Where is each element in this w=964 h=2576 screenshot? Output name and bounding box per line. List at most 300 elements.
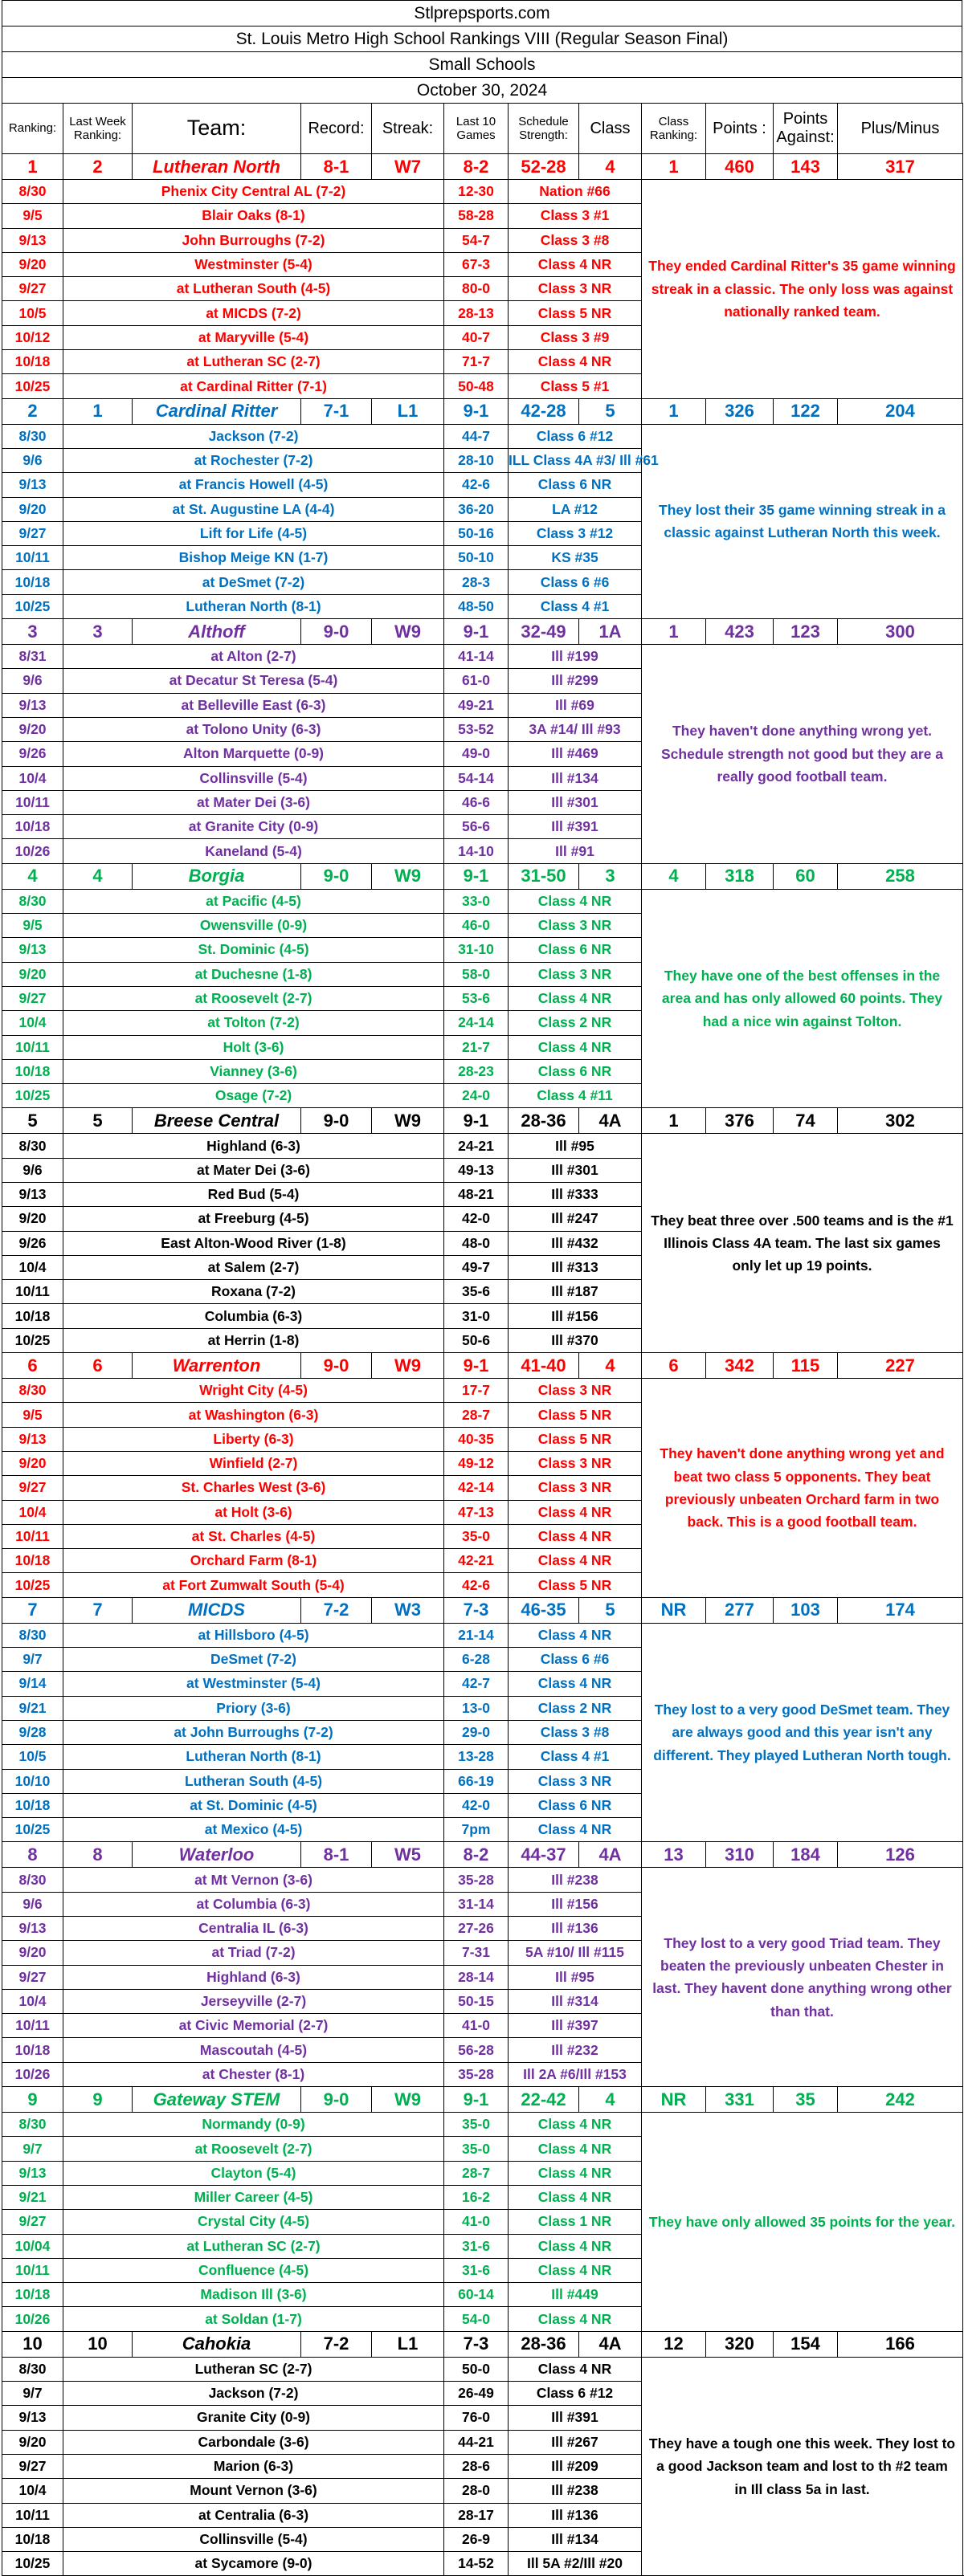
game-score: 58-28 [444, 204, 509, 228]
game-opponent-rank: Ill #301 [509, 1158, 642, 1182]
team-record: 7-2 [301, 2331, 372, 2357]
game-date: 9/20 [2, 962, 63, 986]
game-date: 8/30 [2, 1134, 63, 1158]
team-last-10: 9-1 [444, 2087, 509, 2113]
game-score: 42-21 [444, 1549, 509, 1573]
game-opponent: at Soldan (1-7) [63, 2307, 444, 2331]
game-opponent: at Civic Memorial (2-7) [63, 2014, 444, 2038]
col-streak: Streak: [372, 104, 444, 154]
game-opponent: at Fort Zumwalt South (5-4) [63, 1573, 444, 1597]
team-record: 7-2 [301, 1597, 372, 1623]
game-opponent-rank: Class 4 NR [509, 2161, 642, 2185]
game-opponent-rank: Ill #69 [509, 693, 642, 717]
team-class-ranking: NR [642, 1597, 706, 1623]
game-date: 9/5 [2, 204, 63, 228]
game-opponent: at Lutheran SC (2-7) [63, 2234, 444, 2258]
game-date: 9/13 [2, 228, 63, 252]
team-class: 5 [579, 1597, 642, 1623]
team-schedule-strength: 44-37 [509, 1842, 579, 1868]
team-points-against: 115 [774, 1353, 838, 1379]
rankings-body [2, 154, 963, 2576]
game-opponent: Miller Career (4-5) [63, 2185, 444, 2209]
team-row [2, 154, 963, 180]
game-opponent-rank: Class 3 #1 [509, 204, 642, 228]
game-opponent-rank: Ill #156 [509, 1304, 642, 1328]
game-date: 9/20 [2, 1941, 63, 1965]
game-opponent-rank: Ill #95 [509, 1134, 642, 1158]
game-date: 9/6 [2, 448, 63, 472]
team-row [2, 1108, 963, 1134]
game-opponent-rank: Class 4 NR [509, 986, 642, 1010]
game-date: 9/7 [2, 1648, 63, 1672]
game-score: 41-14 [444, 645, 509, 669]
game-score: 48-50 [444, 594, 509, 618]
game-score: 53-52 [444, 717, 509, 741]
game-opponent: John Burroughs (7-2) [63, 228, 444, 252]
game-date: 10/18 [2, 1549, 63, 1573]
team-comment: They ended Cardinal Ritter's 35 game winning streak in a classic. The only loss was against nationally ranked team. [642, 180, 963, 399]
game-score: 48-0 [444, 1231, 509, 1255]
game-opponent-rank: Class 5 NR [509, 1403, 642, 1427]
game-score: 50-16 [444, 521, 509, 545]
game-row [2, 1623, 963, 1647]
team-comment: They have a tough one this week. They lost to a good Jackson team and lost to th #2 team in Ill class 5a in last. [642, 2357, 963, 2576]
team-plus-minus: 174 [838, 1597, 963, 1623]
game-opponent: Madison Ill (3-6) [63, 2283, 444, 2307]
team-rank: 7 [2, 1597, 63, 1623]
game-score: 27-26 [444, 1917, 509, 1941]
game-score: 35-6 [444, 1280, 509, 1304]
game-date: 9/13 [2, 1182, 63, 1206]
team-row [2, 1597, 963, 1623]
game-opponent-rank: Class 6 NR [509, 473, 642, 497]
game-opponent: St. Charles West (3-6) [63, 1476, 444, 1500]
game-opponent-rank: Class 4 #11 [509, 1084, 642, 1108]
game-score: 24-14 [444, 1011, 509, 1035]
team-plus-minus: 317 [838, 154, 963, 180]
game-date: 10/26 [2, 839, 63, 863]
game-opponent: St. Dominic (4-5) [63, 938, 444, 962]
game-opponent: Alton Marquette (0-9) [63, 742, 444, 766]
game-date: 9/28 [2, 1720, 63, 1744]
game-date: 10/25 [2, 2552, 63, 2576]
game-opponent-rank: Ill #134 [509, 2527, 642, 2551]
game-score: 31-10 [444, 938, 509, 962]
game-opponent-rank: Ill #238 [509, 1868, 642, 1892]
game-score: 80-0 [444, 277, 509, 301]
game-score: 26-49 [444, 2382, 509, 2406]
game-date: 10/18 [2, 1059, 63, 1083]
game-date: 9/13 [2, 1427, 63, 1451]
game-score: 14-52 [444, 2552, 509, 2576]
game-opponent: Normandy (0-9) [63, 2113, 444, 2137]
team-plus-minus: 166 [838, 2331, 963, 2357]
team-rank: 6 [2, 1353, 63, 1379]
game-opponent-rank: Class 4 NR [509, 1524, 642, 1548]
game-opponent-rank: Ill #299 [509, 669, 642, 693]
game-opponent-rank: Class 3 NR [509, 1451, 642, 1475]
team-class: 4A [579, 1108, 642, 1134]
team-comment: They beat three over .500 teams and is the #1 Illinois Class 4A team. The last six games only let up 19 points. [642, 1134, 963, 1353]
team-record: 9-0 [301, 619, 372, 645]
game-opponent: at MICDS (7-2) [63, 301, 444, 325]
game-opponent-rank: Class 4 #1 [509, 1745, 642, 1769]
game-opponent: at Holt (3-6) [63, 1500, 444, 1524]
team-last-10: 7-3 [444, 2331, 509, 2357]
team-streak: W9 [372, 619, 444, 645]
game-opponent-rank: Ill #136 [509, 2503, 642, 2527]
team-last-week-rank: 1 [63, 398, 133, 424]
game-date: 10/25 [2, 1573, 63, 1597]
team-plus-minus: 302 [838, 1108, 963, 1134]
game-opponent-rank: Ill #199 [509, 645, 642, 669]
team-points-against: 154 [774, 2331, 838, 2357]
team-record: 9-0 [301, 1108, 372, 1134]
game-opponent: Crystal City (4-5) [63, 2210, 444, 2234]
game-date: 10/5 [2, 301, 63, 325]
game-date: 10/4 [2, 1989, 63, 2013]
game-opponent: Columbia (6-3) [63, 1304, 444, 1328]
game-opponent: at Centralia (6-3) [63, 2503, 444, 2527]
rankings-sheet [2, 0, 962, 2576]
col-last-week: Last Week Ranking: [63, 104, 133, 154]
game-date: 10/18 [2, 1793, 63, 1817]
game-date: 9/14 [2, 1672, 63, 1696]
game-date: 10/4 [2, 1255, 63, 1279]
game-opponent-rank: ILL Class 4A #3/ Ill #61 [509, 448, 642, 472]
game-date: 9/13 [2, 2161, 63, 2185]
game-opponent-rank: Ill #91 [509, 839, 642, 863]
game-opponent: Lift for Life (4-5) [63, 521, 444, 545]
team-class-ranking: 1 [642, 398, 706, 424]
game-score: 35-28 [444, 2062, 509, 2086]
game-date: 8/30 [2, 424, 63, 448]
team-points: 326 [706, 398, 774, 424]
game-score: 28-14 [444, 1965, 509, 1989]
team-name: Gateway STEM [133, 2087, 301, 2113]
game-score: 31-14 [444, 1892, 509, 1916]
game-score: 7pm [444, 1818, 509, 1842]
game-opponent: Osage (7-2) [63, 1084, 444, 1108]
game-score: 28-13 [444, 301, 509, 325]
game-score: 33-0 [444, 889, 509, 913]
team-comment: They have only allowed 35 points for the year. [642, 2113, 963, 2332]
game-score: 71-7 [444, 350, 509, 374]
game-date: 9/27 [2, 986, 63, 1010]
game-opponent-rank: Ill #267 [509, 2430, 642, 2454]
game-date: 10/10 [2, 1769, 63, 1793]
game-score: 28-3 [444, 570, 509, 594]
team-comment: They lost to a very good DeSmet team. They are always good and this year isn't any different. They played Lutheran North tough. [642, 1623, 963, 1842]
game-score: 31-6 [444, 2258, 509, 2282]
game-score: 6-28 [444, 1648, 509, 1672]
game-opponent: at Columbia (6-3) [63, 1892, 444, 1916]
game-opponent-rank: Class 3 #8 [509, 1720, 642, 1744]
team-points: 460 [706, 154, 774, 180]
game-score: 17-7 [444, 1379, 509, 1403]
team-schedule-strength: 41-40 [509, 1353, 579, 1379]
game-opponent: Highland (6-3) [63, 1134, 444, 1158]
game-date: 10/5 [2, 1745, 63, 1769]
game-score: 41-0 [444, 2210, 509, 2234]
game-score: 31-0 [444, 1304, 509, 1328]
team-row [2, 1842, 963, 1868]
rankings-table [2, 103, 963, 2576]
team-streak: W9 [372, 863, 444, 889]
game-score: 35-28 [444, 1868, 509, 1892]
team-name: Cahokia [133, 2331, 301, 2357]
game-opponent-rank: KS #35 [509, 546, 642, 570]
team-class-ranking: 1 [642, 1108, 706, 1134]
game-opponent-rank: Class 5 NR [509, 1573, 642, 1597]
game-date: 9/27 [2, 1476, 63, 1500]
game-score: 54-7 [444, 228, 509, 252]
game-opponent-rank: Class 3 NR [509, 1476, 642, 1500]
game-opponent: DeSmet (7-2) [63, 1648, 444, 1672]
team-class-ranking: NR [642, 2087, 706, 2113]
game-date: 8/31 [2, 645, 63, 669]
team-streak: W7 [372, 154, 444, 180]
game-opponent-rank: Class 4 NR [509, 2113, 642, 2137]
game-score: 49-13 [444, 1158, 509, 1182]
game-opponent-rank: Ill #469 [509, 742, 642, 766]
game-date: 9/6 [2, 669, 63, 693]
game-opponent: at St. Charles (4-5) [63, 1524, 444, 1548]
game-opponent: Carbondale (3-6) [63, 2430, 444, 2454]
game-date: 10/11 [2, 1280, 63, 1304]
team-name: Cardinal Ritter [133, 398, 301, 424]
game-score: 60-14 [444, 2283, 509, 2307]
team-class-ranking: 12 [642, 2331, 706, 2357]
game-opponent-rank: Class 6 #12 [509, 2382, 642, 2406]
game-score: 50-6 [444, 1328, 509, 1352]
game-opponent-rank: Class 6 NR [509, 938, 642, 962]
game-score: 13-28 [444, 1745, 509, 1769]
game-score: 42-6 [444, 473, 509, 497]
game-opponent-rank: Class 2 NR [509, 1011, 642, 1035]
game-opponent: at DeSmet (7-2) [63, 570, 444, 594]
team-plus-minus: 126 [838, 1842, 963, 1868]
game-row [2, 180, 963, 204]
team-row [2, 1353, 963, 1379]
game-opponent: at Lutheran South (4-5) [63, 277, 444, 301]
game-opponent: at Roosevelt (2-7) [63, 2137, 444, 2161]
game-date: 8/30 [2, 2113, 63, 2137]
game-score: 44-21 [444, 2430, 509, 2454]
game-date: 10/11 [2, 2258, 63, 2282]
game-opponent-rank: Class 4 NR [509, 1818, 642, 1842]
team-streak: W9 [372, 1353, 444, 1379]
game-opponent-rank: Class 3 #12 [509, 521, 642, 545]
game-opponent: at Chester (8-1) [63, 2062, 444, 2086]
team-record: 8-1 [301, 154, 372, 180]
game-score: 35-0 [444, 2137, 509, 2161]
team-last-10: 9-1 [444, 1353, 509, 1379]
game-opponent-rank: Ill #156 [509, 1892, 642, 1916]
team-points-against: 143 [774, 154, 838, 180]
game-score: 14-10 [444, 839, 509, 863]
game-opponent: at Mater Dei (3-6) [63, 790, 444, 814]
game-date: 10/11 [2, 1524, 63, 1548]
game-opponent-rank: Class 6 #6 [509, 570, 642, 594]
game-date: 9/21 [2, 1696, 63, 1720]
game-row [2, 2113, 963, 2137]
col-last-10: Last 10 Games [444, 104, 509, 154]
game-opponent: Blair Oaks (8-1) [63, 204, 444, 228]
col-schedule-strength: Schedule Strength: [509, 104, 579, 154]
game-score: 42-7 [444, 1672, 509, 1696]
game-score: 49-21 [444, 693, 509, 717]
game-opponent-rank: Class 3 #8 [509, 228, 642, 252]
game-opponent: Collinsville (5-4) [63, 766, 444, 790]
team-schedule-strength: 28-36 [509, 1108, 579, 1134]
game-opponent: at Granite City (0-9) [63, 815, 444, 839]
team-name: Breese Central [133, 1108, 301, 1134]
team-last-week-rank: 9 [63, 2087, 133, 2113]
game-opponent: Holt (3-6) [63, 1035, 444, 1059]
game-date: 9/27 [2, 2210, 63, 2234]
game-date: 9/20 [2, 2430, 63, 2454]
team-class: 4 [579, 1353, 642, 1379]
game-opponent: at Alton (2-7) [63, 645, 444, 669]
game-opponent-rank: Class 4 NR [509, 2307, 642, 2331]
game-opponent-rank: Ill #333 [509, 1182, 642, 1206]
game-opponent-rank: Class 4 NR [509, 252, 642, 276]
game-opponent-rank: Ill #187 [509, 1280, 642, 1304]
team-points: 310 [706, 1842, 774, 1868]
team-last-10: 9-1 [444, 398, 509, 424]
game-score: 47-13 [444, 1500, 509, 1524]
game-score: 49-0 [444, 742, 509, 766]
game-opponent-rank: Class 4 NR [509, 1035, 642, 1059]
team-points: 320 [706, 2331, 774, 2357]
game-date: 10/26 [2, 2307, 63, 2331]
game-opponent: at Westminster (5-4) [63, 1672, 444, 1696]
game-opponent-rank: Ill #134 [509, 766, 642, 790]
team-points-against: 123 [774, 619, 838, 645]
game-opponent-rank: Ill #449 [509, 2283, 642, 2307]
game-score: 58-0 [444, 962, 509, 986]
team-points: 318 [706, 863, 774, 889]
game-opponent: Mascoutah (4-5) [63, 2038, 444, 2062]
game-date: 10/18 [2, 2283, 63, 2307]
team-streak: L1 [372, 2331, 444, 2357]
game-date: 9/5 [2, 1403, 63, 1427]
game-opponent-rank: Ill #391 [509, 815, 642, 839]
game-score: 50-48 [444, 374, 509, 398]
team-points-against: 122 [774, 398, 838, 424]
game-opponent: at Duchesne (1-8) [63, 962, 444, 986]
game-opponent: Red Bud (5-4) [63, 1182, 444, 1206]
game-opponent: Westminster (5-4) [63, 252, 444, 276]
game-score: 42-6 [444, 1573, 509, 1597]
page-title: St. Louis Metro High School Rankings VIII (Regular Season Final) [2, 26, 962, 51]
game-date: 9/13 [2, 693, 63, 717]
game-date: 10/18 [2, 1304, 63, 1328]
game-opponent: at Roosevelt (2-7) [63, 986, 444, 1010]
game-score: 40-7 [444, 325, 509, 349]
game-score: 50-0 [444, 2357, 509, 2381]
team-class-ranking: 6 [642, 1353, 706, 1379]
team-rank: 9 [2, 2087, 63, 2113]
game-opponent: at Sycamore (9-0) [63, 2552, 444, 2576]
game-opponent-rank: Ill 5A #2/Ill #20 [509, 2552, 642, 2576]
game-score: 24-21 [444, 1134, 509, 1158]
team-record: 8-1 [301, 1842, 372, 1868]
game-score: 28-0 [444, 2479, 509, 2503]
game-date: 8/30 [2, 1623, 63, 1647]
game-score: 29-0 [444, 1720, 509, 1744]
game-date: 9/26 [2, 742, 63, 766]
game-date: 10/26 [2, 2062, 63, 2086]
team-comment: They lost to a very good Triad team. They beaten the previously unbeaten Chester in last. They havent done anything wrong other than that. [642, 1868, 963, 2087]
game-opponent: Centralia IL (6-3) [63, 1917, 444, 1941]
game-opponent-rank: 5A #10/ Ill #115 [509, 1941, 642, 1965]
game-score: 42-0 [444, 1793, 509, 1817]
game-opponent-rank: Class 6 NR [509, 1059, 642, 1083]
game-opponent: Wright City (4-5) [63, 1379, 444, 1403]
game-date: 9/6 [2, 1158, 63, 1182]
team-schedule-strength: 22-42 [509, 2087, 579, 2113]
team-name: Warrenton [133, 1353, 301, 1379]
game-date: 9/21 [2, 2185, 63, 2209]
game-opponent: Kaneland (5-4) [63, 839, 444, 863]
game-opponent-rank: Ill #232 [509, 2038, 642, 2062]
game-opponent-rank: Ill #238 [509, 2479, 642, 2503]
team-name: Althoff [133, 619, 301, 645]
game-score: 50-15 [444, 1989, 509, 2013]
game-date: 9/7 [2, 2382, 63, 2406]
team-points-against: 74 [774, 1108, 838, 1134]
game-score: 42-0 [444, 1207, 509, 1231]
team-class: 1A [579, 619, 642, 645]
game-score: 26-9 [444, 2527, 509, 2551]
team-last-week-rank: 5 [63, 1108, 133, 1134]
game-opponent-rank: Class 4 NR [509, 2258, 642, 2282]
game-opponent-rank: Class 5 NR [509, 301, 642, 325]
game-score: 13-0 [444, 1696, 509, 1720]
game-opponent: at Mater Dei (3-6) [63, 1158, 444, 1182]
team-class-ranking: 1 [642, 154, 706, 180]
col-class: Class [579, 104, 642, 154]
game-opponent-rank: Ill #313 [509, 1255, 642, 1279]
team-plus-minus: 242 [838, 2087, 963, 2113]
game-opponent: at Salem (2-7) [63, 1255, 444, 1279]
game-opponent: Marion (6-3) [63, 2454, 444, 2478]
game-opponent: Owensville (0-9) [63, 914, 444, 938]
game-opponent-rank: Class 4 NR [509, 1623, 642, 1647]
game-date: 9/27 [2, 2454, 63, 2478]
team-rank: 5 [2, 1108, 63, 1134]
game-opponent: at Triad (7-2) [63, 1941, 444, 1965]
page-date: October 30, 2024 [2, 77, 962, 103]
team-last-10: 8-2 [444, 1842, 509, 1868]
game-opponent: Lutheran SC (2-7) [63, 2357, 444, 2381]
team-last-week-rank: 2 [63, 154, 133, 180]
game-date: 8/30 [2, 2357, 63, 2381]
game-date: 10/18 [2, 2038, 63, 2062]
game-opponent: East Alton-Wood River (1-8) [63, 1231, 444, 1255]
game-opponent: Mount Vernon (3-6) [63, 2479, 444, 2503]
header-row [2, 104, 963, 154]
game-opponent-rank: Class 4 NR [509, 1672, 642, 1696]
game-score: 56-28 [444, 2038, 509, 2062]
game-opponent-rank: Class 3 NR [509, 1769, 642, 1793]
team-last-week-rank: 6 [63, 1353, 133, 1379]
game-date: 9/20 [2, 1207, 63, 1231]
game-date: 9/27 [2, 277, 63, 301]
game-opponent-rank: Class 6 #6 [509, 1648, 642, 1672]
